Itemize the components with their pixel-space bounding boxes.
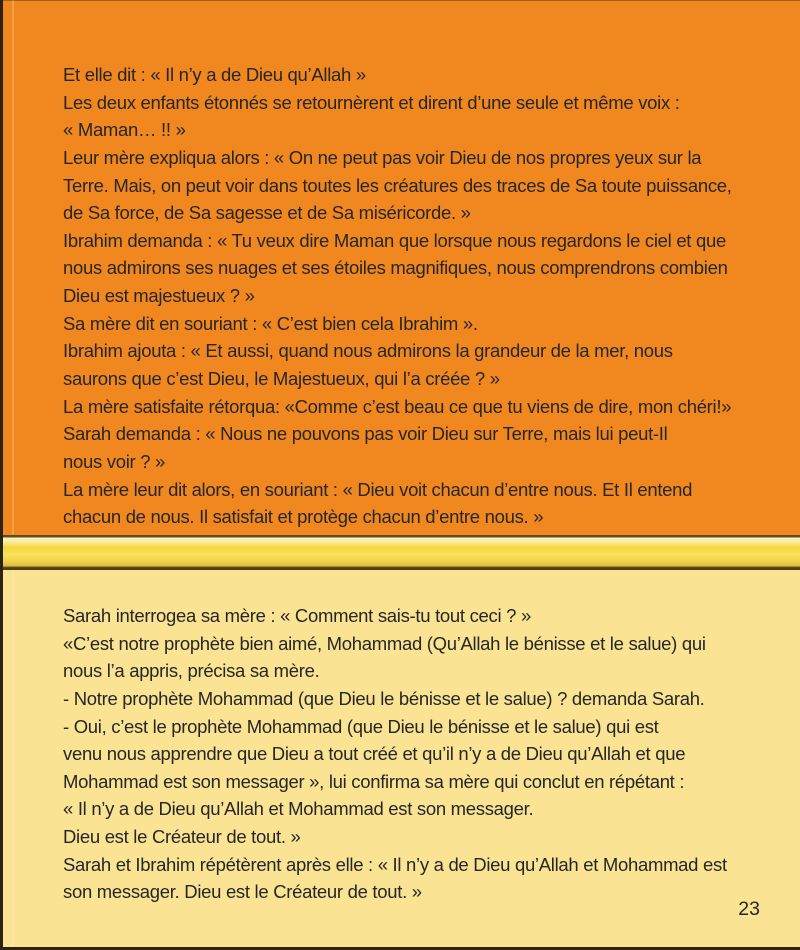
text-line: Sarah interrogea sa mère : « Comment sais-tu tout ceci ? » [63, 605, 531, 626]
text-line: nous admirons ses nuages et ses étoiles magnifiques, nous comprendrons combien [63, 257, 728, 279]
text-line: venu nous apprendre que Dieu a tout créé et qu’il n’y a de Dieu qu’Allah et que [63, 743, 686, 765]
text-line: Leur mère expliqua alors : « On ne peut pas voir Dieu de nos propres yeux sur la [63, 146, 702, 168]
text-line: nous l’a appris, précisa sa mère. [63, 660, 320, 682]
cream-section-text [63, 602, 792, 906]
text-line: « Maman… !! » [63, 119, 186, 141]
text-line: La mère leur dit alors, en souriant : « Dieu voit chacun d’entre nous. Et Il entend [63, 478, 693, 500]
text-line: Et elle dit : « Il n’y a de Dieu qu’Allah » [63, 64, 366, 85]
text-line: Ibrahim demanda : « Tu veux dire Maman que lorsque nous regardons le ciel et que [63, 229, 726, 251]
text-line: Sa mère dit en souriant : « C’est bien cela Ibrahim ». [63, 312, 478, 334]
text-line: « Il n’y a de Dieu qu’Allah et Mohammad est son messager. [63, 798, 534, 820]
text-line: nous voir ? » [63, 450, 166, 472]
orange-section-text [63, 61, 792, 531]
gold-divider-bar [3, 535, 800, 570]
orange-story-section [3, 0, 800, 535]
text-line: Terre. Mais, on peut voir dans toutes les créatures des traces de Sa toute puissance, [63, 174, 732, 196]
text-line: «C’est notre prophète bien aimé, Mohammad (Qu’Allah le bénisse et le salue) qui [63, 632, 706, 654]
text-line: chacun de nous. Il satisfait et protège chacun d’entre nous. » [63, 506, 544, 528]
text-line: La mère satisfaite rétorqua: «Comme c’est beau ce que tu viens de dire, mon chéri!» [63, 395, 732, 417]
text-line: son messager. Dieu est le Créateur de tout. » [63, 881, 422, 903]
text-line: Ibrahim ajouta : « Et aussi, quand nous admirons la grandeur de la mer, nous [63, 340, 673, 362]
text-line: Les deux enfants étonnés se retournèrent et dirent d’une seule et même voix : [63, 91, 680, 113]
page-number: 23 [738, 898, 760, 920]
text-line: Mohammad est son messager », lui confirma sa mère qui conclut en répétant : [63, 770, 685, 792]
page-fold-highlight [12, 0, 14, 535]
text-line: Dieu est le Créateur de tout. » [63, 826, 301, 848]
text-line: Dieu est majestueux ? » [63, 285, 255, 307]
text-line: Sarah et Ibrahim répétèrent après elle : « Il n’y a de Dieu qu’Allah et Mohammad est [63, 853, 727, 875]
text-line: de Sa force, de Sa sagesse et de Sa miséricorde. » [63, 202, 471, 224]
cream-story-section [3, 570, 800, 947]
page-fold-highlight [12, 570, 14, 947]
text-line: saurons que c’est Dieu, le Majestueux, qui l’a créée ? » [63, 368, 500, 390]
text-line: Sarah demanda : « Nous ne pouvons pas voir Dieu sur Terre, mais lui peut-Il [63, 423, 668, 445]
text-line: - Notre prophète Mohammad (que Dieu le bénisse et le salue) ? demanda Sarah. [63, 687, 705, 709]
page-sheet [3, 0, 800, 947]
text-line: - Oui, c’est le prophète Mohammad (que Dieu le bénisse et le salue) qui est [63, 715, 659, 737]
